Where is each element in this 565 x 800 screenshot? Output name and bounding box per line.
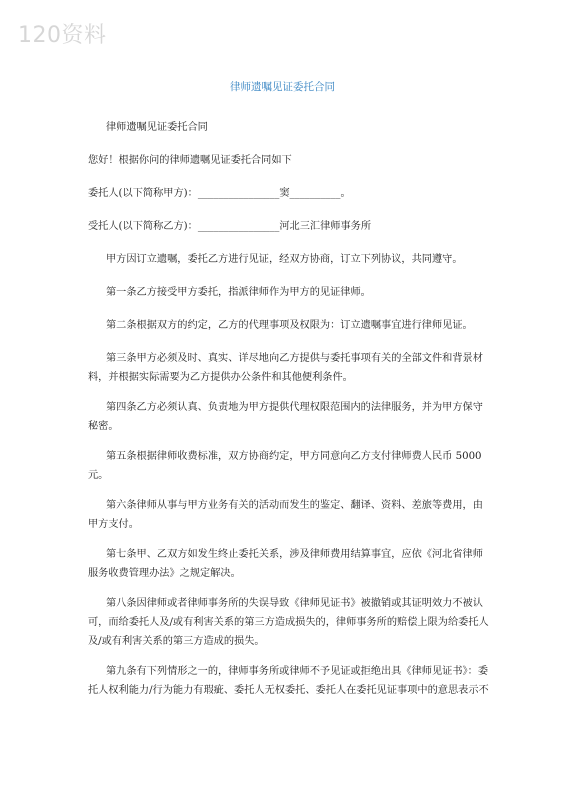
article-1: 第一条乙方接受甲方委托，指派律师作为甲方的见证律师。 — [106, 287, 371, 298]
agent-line: 受托人(以下简称乙方)：________________河北三汇律师事务所 — [88, 221, 372, 232]
document-title: 律师遗嘱见证委托合同 — [230, 81, 335, 93]
preamble-paragraph: 甲方因订立遗嘱，委托乙方进行见证，经双方协商，订立下列协议，共同遵守。 — [106, 254, 463, 265]
article-9: 第九条有下列情形之一的，律师事务所或律师不予见证或拒绝出具《律师见证书》：委托人权利能力/行为能力有瑕疵、委托人无权委托、委托人在委托见证事项中的意思表示不 — [88, 666, 489, 696]
principal-line: 委托人(以下简称甲方)：________________窦__________。 — [88, 188, 351, 199]
article-3: 第三条甲方必须及时、真实、详尽地向乙方提供与委托事项有关的全部文件和背景材料，并根据实际需要为乙方提供办公条件和其他便利条件。 — [88, 353, 483, 383]
contract-heading: 律师遗嘱见证委托合同 — [106, 122, 208, 133]
article-5: 第五条根据律师收费标准，双方协商约定，甲方同意向乙方支付律师费人民币 5000 元。 — [88, 451, 485, 481]
article-7: 第七条甲、乙双方如发生终止委托关系，涉及律师费用结算事宜，应依《河北省律师服务收费管理办法》之规定解决。 — [88, 549, 483, 579]
article-6: 第六条律师从事与甲方业务有关的活动而发生的鉴定、翻译、资料、差旅等费用，由甲方支付。 — [88, 500, 483, 530]
greeting-paragraph: 您好！根据你问的律师遗嘱见证委托合同如下 — [88, 155, 292, 166]
article-4: 第四条乙方必须认真、负责地为甲方提供代理权限范围内的法律服务，并为甲方保守秘密。 — [88, 402, 483, 432]
article-8: 第八条因律师或者律师事务所的失误导致《律师见证书》被撤销或其证明效力不被认可，而给委托人及/或有利害关系的第三方造成损失的，律师事务所的赔偿上限为给委托人及/或有利害关系的第三方造成的损失。 — [88, 598, 489, 647]
article-2: 第二条根据双方的约定，乙方的代理事项及权限为：订立遗嘱事宜进行律师见证。 — [106, 320, 473, 331]
document-body — [88, 118, 490, 711]
watermark-logo: 120资料 — [18, 23, 107, 48]
